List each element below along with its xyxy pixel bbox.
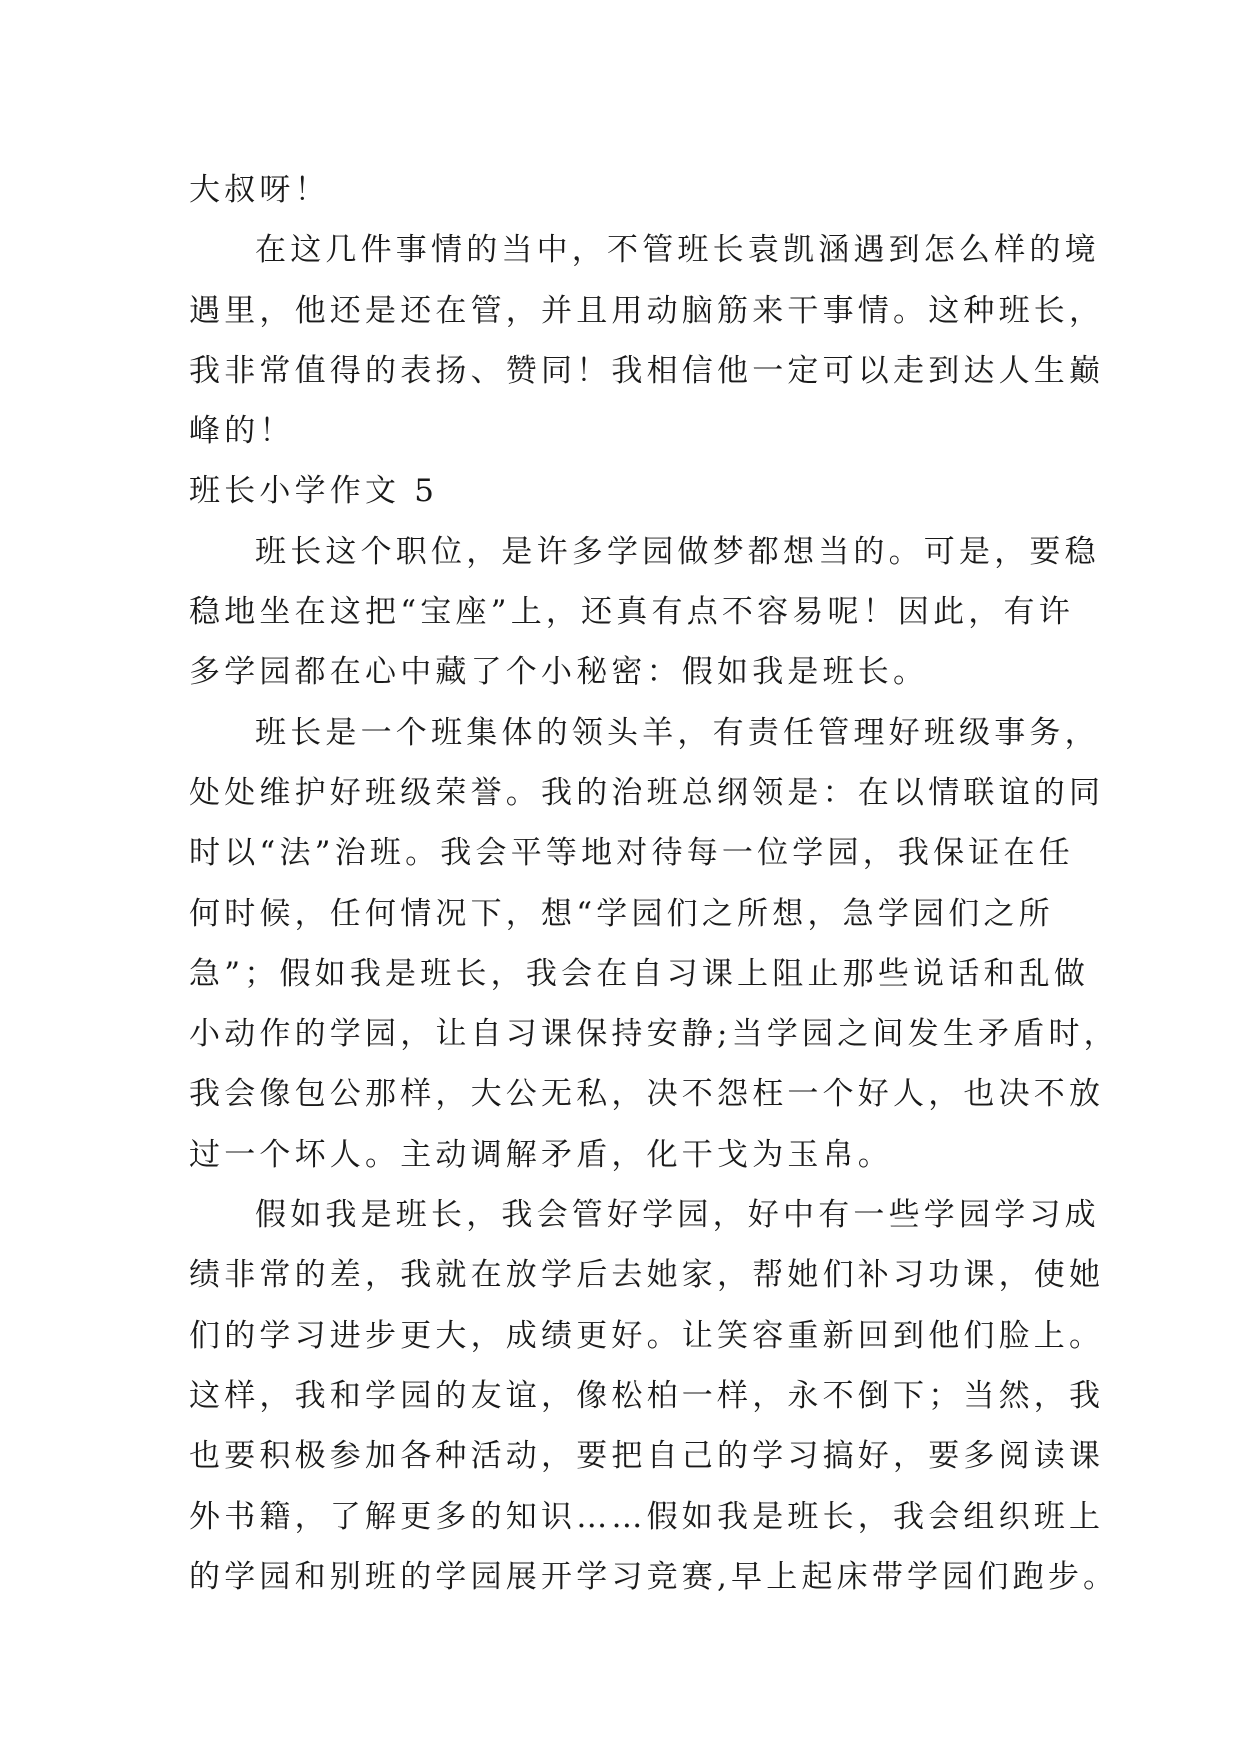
text-line: 急”；假如我是班长，我会在自习课上阻止那些说话和乱做 — [189, 955, 1090, 992]
text-line: 班长小学作文 5 — [189, 473, 439, 510]
text-line: 我会像包公那样，大公无私，决不怨枉一个好人，也决不放 — [189, 1076, 1105, 1113]
text-line: 何时候，任何情况下，想“学园们之所想，急学园们之所 — [189, 895, 1054, 932]
document-body — [189, 160, 1119, 1607]
text-line: 遇里，他还是还在管，并且用动脑筋来干事情。这种班长， — [189, 292, 1105, 329]
text-line: 外书籍，了解更多的知识……假如我是班长，我会组织班上 — [189, 1498, 1105, 1535]
text-line: 大叔呀！ — [189, 172, 330, 208]
text-line: 也要积极参加各种活动，要把自己的学习搞好，要多阅读课 — [189, 1438, 1105, 1475]
text-line: 的学园和别班的学园展开学习竞赛,早上起床带学园们跑步。 — [189, 1558, 1119, 1595]
text-line: 在这几件事情的当中，不管班长袁凯涵遇到怎么样的境 — [255, 232, 1100, 269]
text-line: 峰的！ — [189, 413, 295, 450]
text-line: 我非常值得的表扬、赞同！我相信他一定可以走到达人生巅 — [189, 352, 1105, 389]
text-line: 这样，我和学园的友谊，像松柏一样，永不倒下；当然，我 — [189, 1377, 1105, 1414]
text-line: 班长是一个班集体的领头羊，有责任管理好班级事务， — [255, 714, 1100, 751]
text-line: 处处维护好班级荣誉。我的治班总纲领是：在以情联谊的同 — [189, 774, 1105, 811]
text-line: 绩非常的差，我就在放学后去她家，帮她们补习功课，使她 — [189, 1257, 1105, 1294]
text-line: 多学园都在心中藏了个小秘密：假如我是班长。 — [189, 654, 929, 691]
text-line: 假如我是班长，我会管好学园，好中有一些学园学习成 — [255, 1197, 1100, 1234]
text-line: 小动作的学园，让自习课保持安静;当学园之间发生矛盾时， — [189, 1016, 1119, 1053]
text-line: 过一个坏人。主动调解矛盾，化干戈为玉帛。 — [189, 1136, 893, 1173]
text-line: 们的学习进步更大，成绩更好。让笑容重新回到他们脸上。 — [189, 1317, 1105, 1354]
text-line: 稳地坐在这把“宝座”上，还真有点不容易呢！因此，有许 — [189, 594, 1074, 631]
text-line: 时以“法”治班。我会平等地对待每一位学园，我保证在任 — [189, 835, 1074, 872]
text-line: 班长这个职位，是许多学园做梦都想当的。可是，要稳 — [255, 533, 1100, 570]
